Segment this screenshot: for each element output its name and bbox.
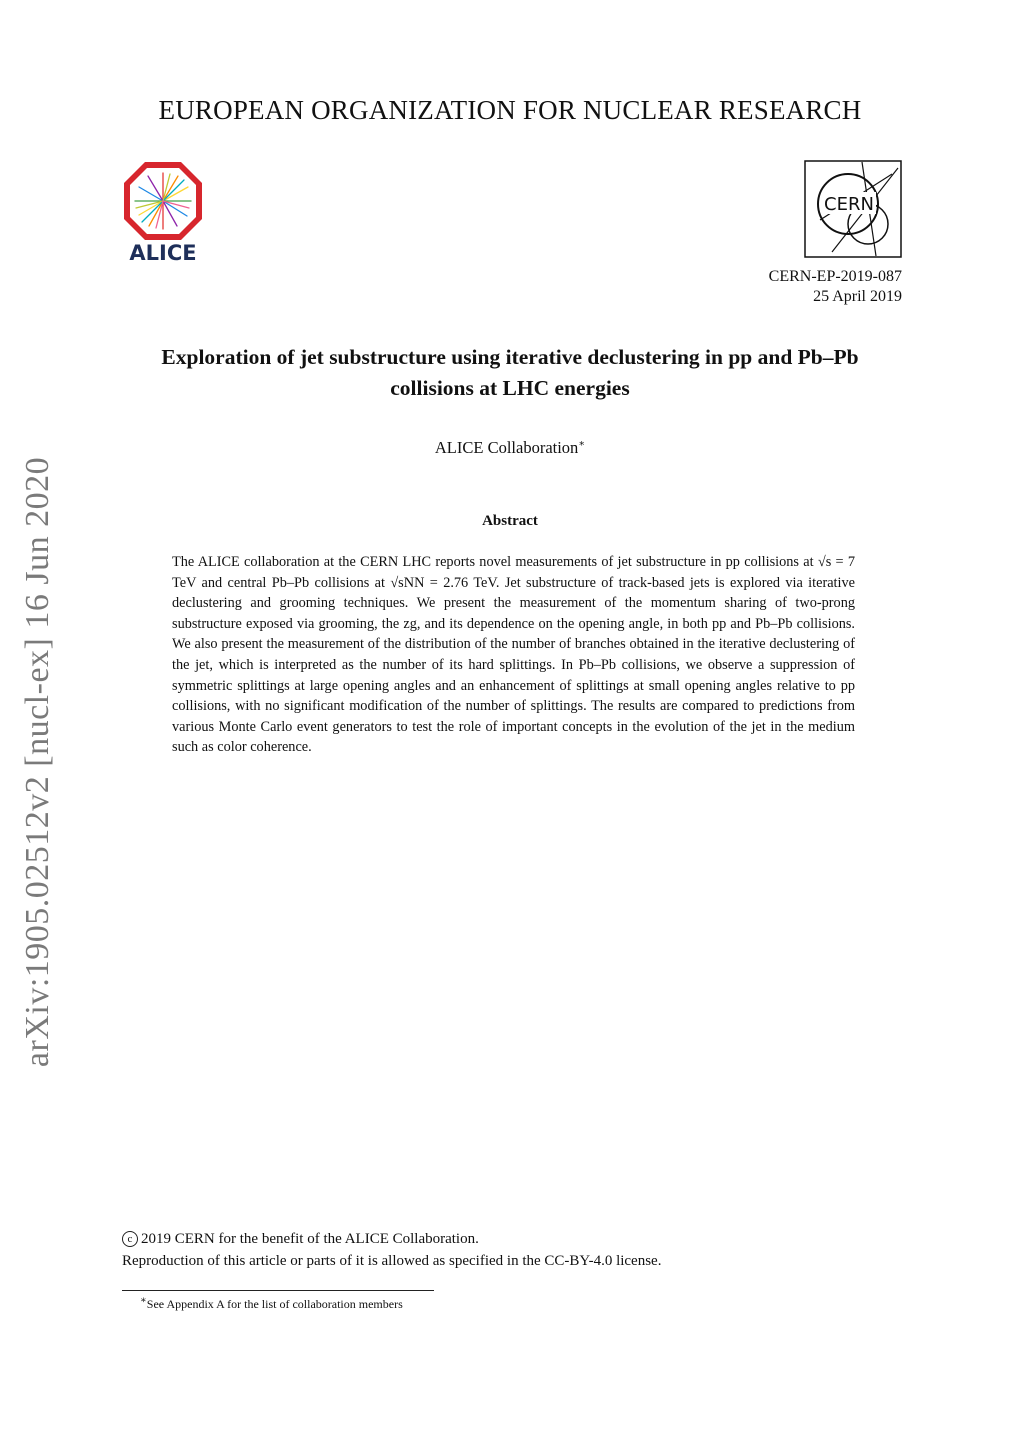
alice-logo	[122, 160, 204, 264]
copyright-icon: c	[122, 1231, 138, 1247]
report-date: 25 April 2019	[813, 288, 902, 305]
footnote-mark: ∗	[140, 1295, 147, 1306]
abstract-text: The ALICE collaboration at the CERN LHC reports novel measurements of jet substructure in pp collisions at √s = 7 TeV and central Pb–Pb collisions at √sNN = 2.76 TeV. Jet substructure of track-based jets is explored via iterative declustering and grooming techniques. We present the measurement of the momentum sharing of two-prong substructure exposed via grooming, the zg, and its dependence on the opening angle, in both pp and Pb–Pb collisions. We also present the measurement of the distribution of the number of branches obtained in the iterative declustering of the jet, which is interpreted as the number of its hard splittings. In Pb–Pb collisions, we observe a suppression of symmetric splittings at large opening angles and an enhancement of splittings at small opening angles relative to pp collisions, with no significant modification of the number of splittings. The results are compared to predictions from various Monte Carlo event generators to test the role of important concepts in the evolution of the jet in the medium such as color coherence.	[172, 554, 855, 756]
arxiv-identifier-stamp: arXiv:1905.02512v2 [nucl-ex] 16 Jun 2020	[19, 456, 56, 1068]
alice-logo-graphic	[122, 160, 204, 264]
paper-title: Exploration of jet substructure using iterative declustering in pp and Pb–Pb collisions at LHC energies	[161, 345, 859, 400]
copyright-line-1	[122, 1228, 661, 1250]
abstract-body	[172, 552, 855, 758]
organization-header: EUROPEAN ORGANIZATION FOR NUCLEAR RESEARCH	[158, 95, 862, 125]
footnote-text: See Appendix A for the list of collaboration members	[146, 1297, 403, 1311]
cern-logo-text: CERN	[824, 194, 874, 215]
author-footnote-mark: ∗	[578, 438, 586, 450]
report-number: CERN-EP-2019-087	[768, 268, 902, 285]
copyright-line-2: Reproduction of this article or parts of it is allowed as specified in the CC-BY-4.0 license.	[122, 1253, 662, 1269]
copyright-notice	[122, 1228, 661, 1272]
cern-logo	[804, 160, 902, 258]
footnote	[140, 1295, 403, 1312]
alice-logo-text: ALICE	[129, 241, 197, 264]
footnote-divider	[122, 1290, 434, 1291]
author-line	[0, 438, 1020, 458]
cern-logo-graphic	[804, 160, 902, 258]
author-name: ALICE Collaboration	[434, 438, 579, 457]
copyright-text: 2019 CERN for the benefit of the ALICE Collaboration.	[141, 1231, 479, 1247]
abstract-heading: Abstract	[482, 513, 538, 529]
